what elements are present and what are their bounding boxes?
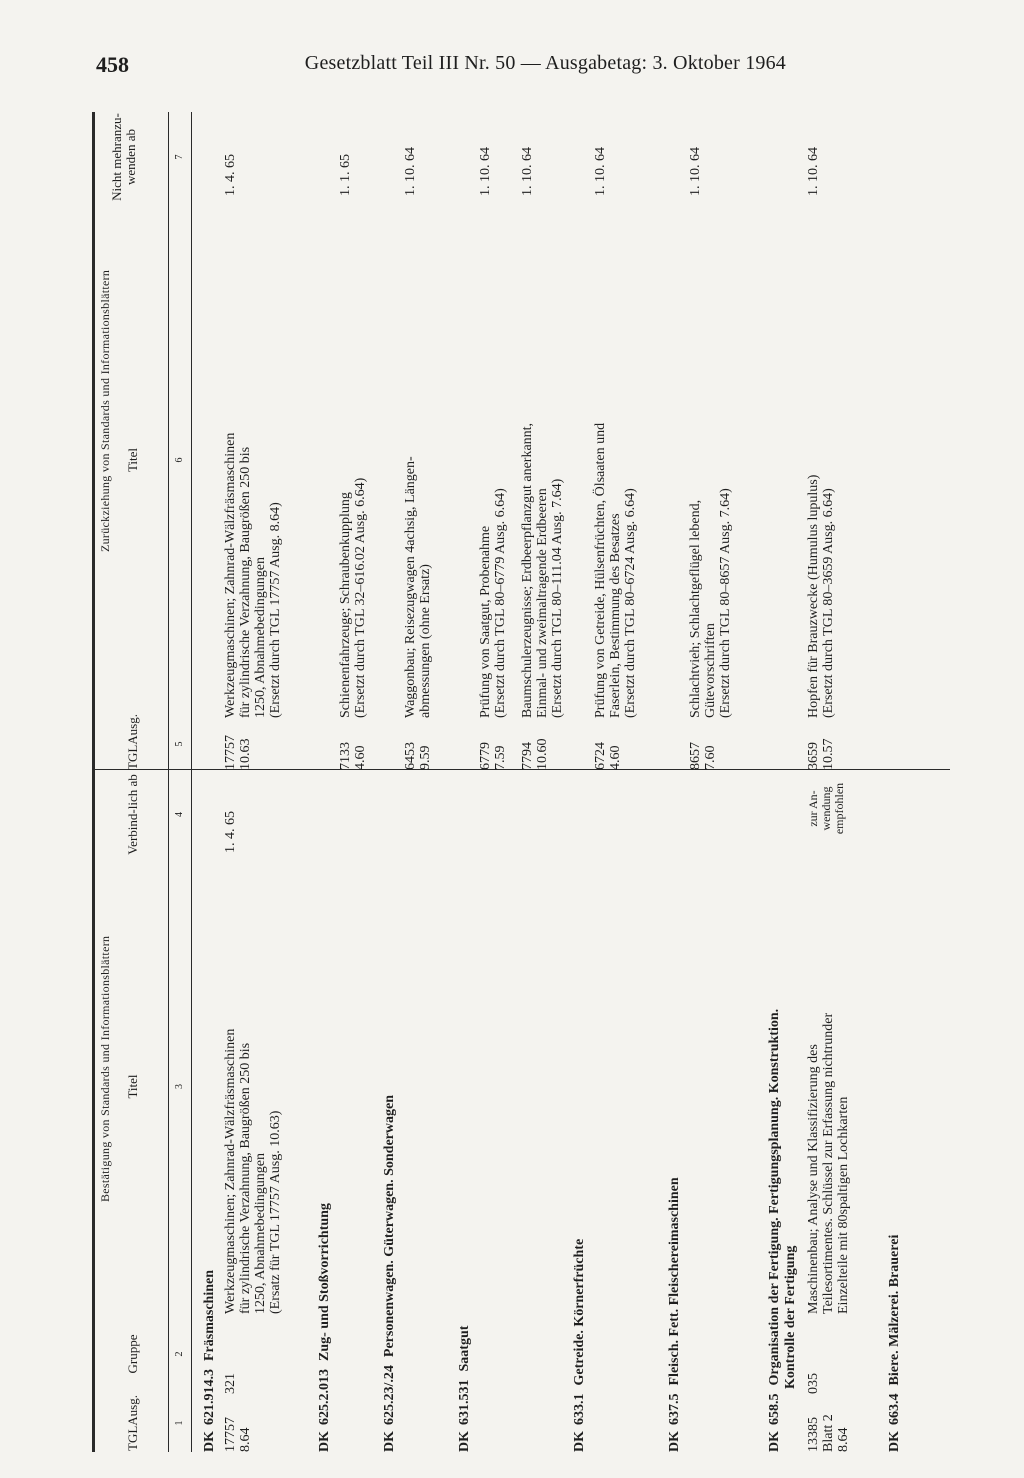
- text-line: Prüfung von Saatgut, Probenahme: [478, 525, 493, 718]
- cell-col-6: [339, 202, 369, 718]
- text-line: 4.60: [352, 745, 368, 770]
- text-line: (Ersetzt durch TGL 80–3659 Ausg. 6.64): [820, 488, 836, 718]
- text-line: für zylindrische Verzahnung, Baugrößen 250 bis: [237, 446, 253, 718]
- column-header-2: [126, 1314, 140, 1394]
- cell-col-5: [404, 718, 434, 770]
- dk-label: DK: [382, 1431, 397, 1452]
- text-line: (Ersetzt durch TGL 17757 Ausg. 8.64): [267, 502, 283, 718]
- cell-col-7: [339, 106, 354, 196]
- cell-col-1: [807, 1394, 852, 1452]
- column-number-3: 3: [174, 1084, 185, 1089]
- cell-col-7: [689, 106, 704, 196]
- cell-col-6: [479, 202, 509, 718]
- text-line: Schlachtvieh; Schlachtgeflügel lebend,: [688, 499, 703, 718]
- cell-col-7: [404, 106, 419, 196]
- cell-col-6: [404, 202, 434, 718]
- text-line: für zylindrische Verzahnung, Baugrößen 250 bis: [237, 1042, 253, 1314]
- text-line: Werkzeugmaschinen; Zahnrad-Wälzfräsmaschinen: [223, 432, 238, 718]
- cell-col-6: [521, 202, 566, 718]
- dk-label: DK: [202, 1431, 217, 1452]
- text-line: Verbind-: [125, 809, 140, 855]
- cell-col-7: [594, 106, 609, 196]
- dk-section-heading: [457, 1326, 473, 1452]
- text-line: Maschinenbau; Analyse und Klassifizierung des: [806, 1044, 821, 1314]
- column-header-6: [126, 202, 140, 718]
- text-line: Waggonbau; Reisezugwagen 4achsig, Längen-: [403, 456, 418, 718]
- column-number-2: 2: [174, 1351, 185, 1357]
- text-line: Baumschulerzeugnisse; Erdbeerpflanzgut anerkannt,: [520, 422, 535, 718]
- cell-col-4: [224, 764, 239, 853]
- text-line: Gruppe: [125, 1334, 140, 1374]
- text-line: (Ersetzt durch TGL 80–8657 Ausg. 7.64): [717, 488, 733, 718]
- column-header-7: [110, 112, 137, 202]
- text-line: 1. 10. 64: [520, 147, 535, 196]
- cell-col-5: [339, 718, 369, 770]
- text-line: 17757: [223, 1417, 238, 1452]
- text-line: Teilesortimentes. Schlüssel zur Erfassung nichtrunder: [820, 1012, 836, 1314]
- text-line: (Ersetzt durch TGL 80–6724 Ausg. 6.64): [622, 488, 638, 718]
- dk-label: DK: [317, 1431, 332, 1452]
- text-line: 1250, Abnahmebedingungen: [252, 557, 268, 718]
- text-line: 1. 10. 64: [806, 147, 821, 196]
- text-line: 10.60: [534, 738, 550, 770]
- text-line: 10.57: [820, 738, 836, 770]
- text-line: 3659: [806, 742, 821, 770]
- text-line: 7.59: [492, 745, 508, 770]
- cell-col-5: [224, 718, 254, 770]
- text-line: Einzelteile mit 80spaltigen Lochkarten: [835, 1096, 851, 1314]
- dk-code: 663.4: [887, 1393, 902, 1425]
- dk-label: DK: [457, 1431, 472, 1452]
- dk-code: 637.5: [667, 1393, 682, 1425]
- text-line: Gütevorschriften: [702, 623, 718, 718]
- table-top-rule: [92, 112, 95, 1452]
- text-line: (Ersetzt durch TGL 80–111.04 Ausg. 7.64): [549, 478, 565, 718]
- cell-col-6: [807, 202, 837, 718]
- confirmation-group-title: Bestätigung von Standards und Informationsblättern: [98, 935, 112, 1202]
- dk-name: Zug- und Stoßvorrichtung: [317, 1203, 332, 1361]
- column-number-4: 4: [174, 812, 185, 817]
- dk-code: 633.1: [572, 1393, 587, 1425]
- dk-name: Getreide. Körnerfrüchte: [572, 1238, 587, 1386]
- cell-col-1: [224, 1394, 254, 1452]
- dk-section-heading: [317, 1203, 333, 1452]
- text-line: Hopfen für Brauzwecke (Humulus lupulus): [806, 474, 821, 718]
- header-bottom-rule: [191, 112, 192, 1452]
- dk-section-heading: [887, 1235, 903, 1452]
- text-line: TGL: [125, 1425, 140, 1451]
- text-line: Werkzeugmaschinen; Zahnrad-Wälzfräsmaschinen: [223, 1028, 238, 1314]
- cell-col-2: [807, 1314, 822, 1394]
- cell-col-4: [807, 764, 845, 853]
- column-header-3: [126, 859, 140, 1314]
- text-line: 1. 4. 65: [223, 811, 238, 853]
- dk-code: 625.23/.24: [382, 1365, 397, 1425]
- column-number-6: 6: [174, 457, 185, 463]
- text-line: Faserlein, Bestimmung des Besatzes: [607, 513, 623, 718]
- text-line: 035: [806, 1373, 821, 1394]
- text-line: anzu-: [109, 113, 124, 143]
- text-line: 6779: [478, 742, 493, 770]
- text-line: Einmal- und zweimaltragende Erdbeeren: [534, 488, 550, 718]
- text-line: 8657: [688, 742, 703, 770]
- text-line: Blatt 2: [820, 1414, 836, 1452]
- cell-col-7: [807, 106, 822, 196]
- page-number: 458: [96, 52, 129, 77]
- text-line: 321: [223, 1373, 238, 1394]
- text-line: Ausg.: [125, 1395, 140, 1426]
- text-line: lich ab: [125, 774, 140, 810]
- dk-section-heading: [382, 1095, 398, 1452]
- colnum-rule: [168, 112, 169, 1452]
- cell-col-7: [521, 106, 536, 196]
- cell-col-5: [807, 718, 837, 770]
- text-line: 1. 10. 64: [403, 147, 418, 196]
- text-line: 7133: [338, 742, 353, 770]
- cell-col-6: [224, 202, 284, 718]
- text-line: 4.60: [607, 745, 623, 770]
- text-line: (Ersetzt durch TGL 80–6779 Ausg. 6.64): [492, 488, 508, 718]
- text-line: zur An-: [806, 790, 820, 827]
- cell-col-3: [224, 859, 284, 1314]
- text-line: 6453: [403, 742, 418, 770]
- column-number-5: 5: [174, 741, 185, 747]
- cell-col-6: [689, 202, 734, 718]
- text-line: 10.63: [237, 738, 253, 770]
- cell-col-5: [594, 718, 624, 770]
- text-line: 9.59: [417, 745, 433, 770]
- column-header-1: [126, 1394, 140, 1452]
- text-line: (Ersatz für TGL 17757 Ausg. 10.63): [267, 1110, 283, 1314]
- column-header-4: [126, 770, 140, 859]
- rotated-table: [92, 112, 950, 1452]
- column-header-5: [125, 714, 140, 770]
- dk-section-heading: [572, 1239, 588, 1452]
- text-line: 7.60: [702, 745, 718, 770]
- column-number-7: 7: [174, 154, 185, 160]
- cell-col-6: [594, 202, 639, 718]
- text-line: 13385: [806, 1417, 821, 1452]
- text-line: 6724: [593, 742, 608, 770]
- dk-section-heading: [767, 1009, 799, 1452]
- text-line: 1250, Abnahmebedingungen: [252, 1153, 268, 1314]
- text-line: Ausg.: [125, 714, 140, 745]
- text-line: 1. 1. 65: [338, 154, 353, 196]
- text-line: wenden ab: [122, 129, 138, 185]
- dk-name: Fräsmaschinen: [202, 1270, 217, 1361]
- cell-col-2: [224, 1314, 239, 1394]
- text-line: 8.64: [237, 1427, 253, 1452]
- text-line: Nicht mehr: [109, 142, 124, 201]
- text-line: wendung: [818, 786, 833, 831]
- text-line: 1. 10. 64: [478, 147, 493, 196]
- cell-col-5: [521, 718, 551, 770]
- text-line: 1. 4. 65: [223, 154, 238, 196]
- withdrawal-group-title: Zurückziehung von Standards und Informationsblättern: [98, 269, 112, 552]
- cell-col-5: [479, 718, 509, 770]
- text-line: 1. 10. 64: [688, 147, 703, 196]
- text-line: TGL: [125, 744, 140, 770]
- dk-code: 625.2.013: [317, 1369, 332, 1425]
- text-line: Titel: [125, 447, 140, 473]
- text-line: empfohlen: [831, 782, 846, 835]
- dk-code: 658.5: [767, 1393, 782, 1425]
- text-line: 8.64: [835, 1427, 851, 1452]
- text-line: abmessungen (ohne Ersatz): [417, 564, 433, 718]
- dk-section-heading: [667, 1177, 683, 1452]
- column-number-1: 1: [174, 1420, 185, 1426]
- dk-name: Personenwagen. Güterwagen. Sonderwagen: [382, 1095, 397, 1358]
- dk-section-heading: [202, 1270, 218, 1452]
- text-line: Prüfung von Getreide, Hülsenfrüchten, Ölsaaten und: [593, 422, 608, 718]
- dk-label: DK: [887, 1431, 902, 1452]
- text-line: 7794: [520, 742, 535, 770]
- page-header: [96, 52, 786, 86]
- dk-code: 621.914.3: [202, 1369, 217, 1425]
- dk-name: Saatgut: [457, 1325, 472, 1372]
- dk-label: DK: [572, 1431, 587, 1452]
- cell-col-7: [479, 106, 494, 196]
- dk-name: Fleisch. Fett. Fleischereimaschinen: [667, 1177, 682, 1386]
- text-line: 1. 10. 64: [593, 147, 608, 196]
- dk-name: Biere. Mälzerei. Brauerei: [887, 1234, 902, 1386]
- text-line: Schienenfahrzeuge; Schraubenkupplung: [338, 492, 353, 718]
- cell-col-3: [807, 859, 852, 1314]
- text-line: (Ersetzt durch TGL 32–616.02 Ausg. 6.64): [352, 477, 368, 718]
- dk-name: Organisation der Fertigung. Fertigungsplanung. Konstruktion. Kontrolle der Fertigung: [767, 1008, 798, 1389]
- text-line: Titel: [125, 1074, 140, 1099]
- running-title: Gesetzblatt Teil III Nr. 50 — Ausgabetag: 3. Oktober 1964: [304, 52, 786, 74]
- text-line: 17757: [223, 735, 238, 770]
- dk-label: DK: [767, 1431, 782, 1452]
- cell-col-7: [224, 106, 239, 196]
- dk-code: 631.531: [457, 1379, 472, 1425]
- cell-col-5: [689, 718, 719, 770]
- dk-label: DK: [667, 1431, 682, 1452]
